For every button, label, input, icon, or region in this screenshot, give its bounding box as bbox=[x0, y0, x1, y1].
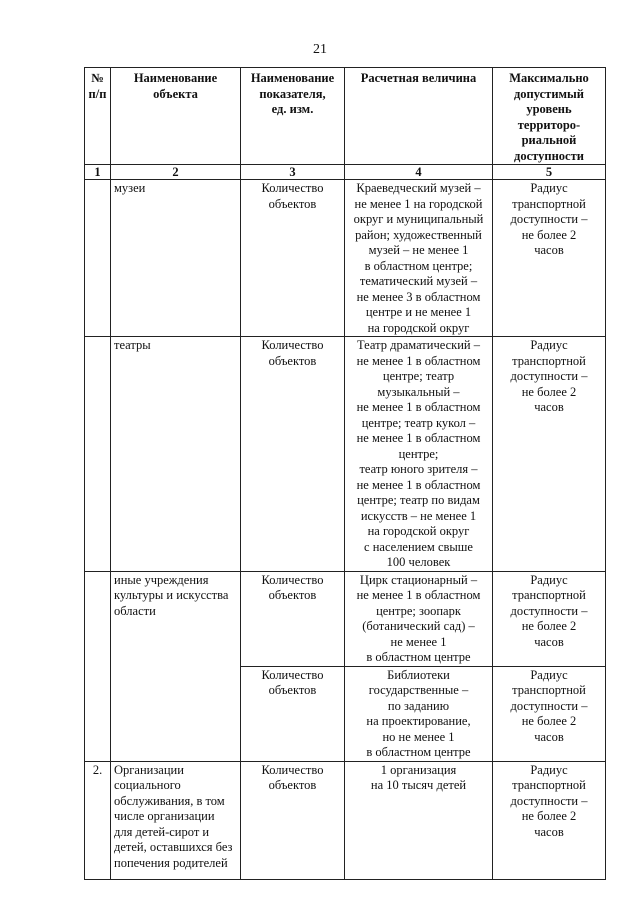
row-number bbox=[85, 180, 111, 337]
object-name: музеи bbox=[111, 180, 241, 337]
table-row-other-culture bbox=[85, 571, 606, 666]
indicator-name: Количество объектов bbox=[241, 571, 345, 666]
header-row bbox=[85, 68, 606, 165]
column-number: 5 bbox=[493, 165, 606, 180]
max-accessibility: Радиус транспортной доступности – не более 2 часов bbox=[493, 761, 606, 879]
indicator-name: Количество объектов bbox=[241, 666, 345, 761]
header-indicator-name: Наименование показателя, ед. изм. bbox=[241, 68, 345, 165]
table-row-social-services bbox=[85, 761, 606, 879]
page-number: 21 bbox=[313, 42, 327, 57]
table-row-theatres bbox=[85, 337, 606, 572]
requirements-table bbox=[84, 67, 606, 880]
column-number: 2 bbox=[111, 165, 241, 180]
indicator-name: Количество объектов bbox=[241, 761, 345, 879]
header-number: № п/п bbox=[85, 68, 111, 165]
row-number bbox=[85, 337, 111, 572]
column-number: 4 bbox=[345, 165, 493, 180]
row-number bbox=[85, 571, 111, 761]
column-number: 1 bbox=[85, 165, 111, 180]
object-name: театры bbox=[111, 337, 241, 572]
header-max-accessibility: Максимально допустимый уровень территоро- риальной доступности bbox=[493, 68, 606, 165]
row-number: 2. bbox=[85, 761, 111, 879]
object-name: Организации социального обслуживания, в том числе организации для детей-сирот и детей, оставшихся без попечения родителей bbox=[111, 761, 241, 879]
indicator-name: Количество объектов bbox=[241, 337, 345, 572]
calculated-value: Краеведческий музей – не менее 1 на городской округ и муниципальный район; художественный музей – не менее 1 в областном центре; тематический музей – не менее 3 в областном центре и не менее 1 на городской округ bbox=[345, 180, 493, 337]
header-calculated-value: Расчетная величина bbox=[345, 68, 493, 165]
column-number-row bbox=[85, 165, 606, 180]
calculated-value: Цирк стационарный – не менее 1 в областном центре; зоопарк (ботанический сад) – не менее 1 в областном центре bbox=[345, 571, 493, 666]
header-object-name: Наименование объекта bbox=[111, 68, 241, 165]
calculated-value: Библиотеки государственные – по заданию на проектирование, но не менее 1 в областном центре bbox=[345, 666, 493, 761]
max-accessibility: Радиус транспортной доступности – не более 2 часов bbox=[493, 180, 606, 337]
column-number: 3 bbox=[241, 165, 345, 180]
table-row-museums bbox=[85, 180, 606, 337]
max-accessibility: Радиус транспортной доступности – не более 2 часов bbox=[493, 571, 606, 666]
max-accessibility: Радиус транспортной доступности – не более 2 часов bbox=[493, 666, 606, 761]
max-accessibility: Радиус транспортной доступности – не более 2 часов bbox=[493, 337, 606, 572]
calculated-value: 1 организация на 10 тысяч детей bbox=[345, 761, 493, 879]
indicator-name: Количество объектов bbox=[241, 180, 345, 337]
calculated-value: Театр драматический – не менее 1 в областном центре; театр музыкальный – не менее 1 в областном центре; театр кукол – не менее 1 в областном центре; театр юного зрителя – не менее 1 в областном центре; театр по видам искусств – не менее 1 на городской округ с населением свыше 100 человек bbox=[345, 337, 493, 572]
object-name: иные учреждения культуры и искусства области bbox=[111, 571, 241, 761]
